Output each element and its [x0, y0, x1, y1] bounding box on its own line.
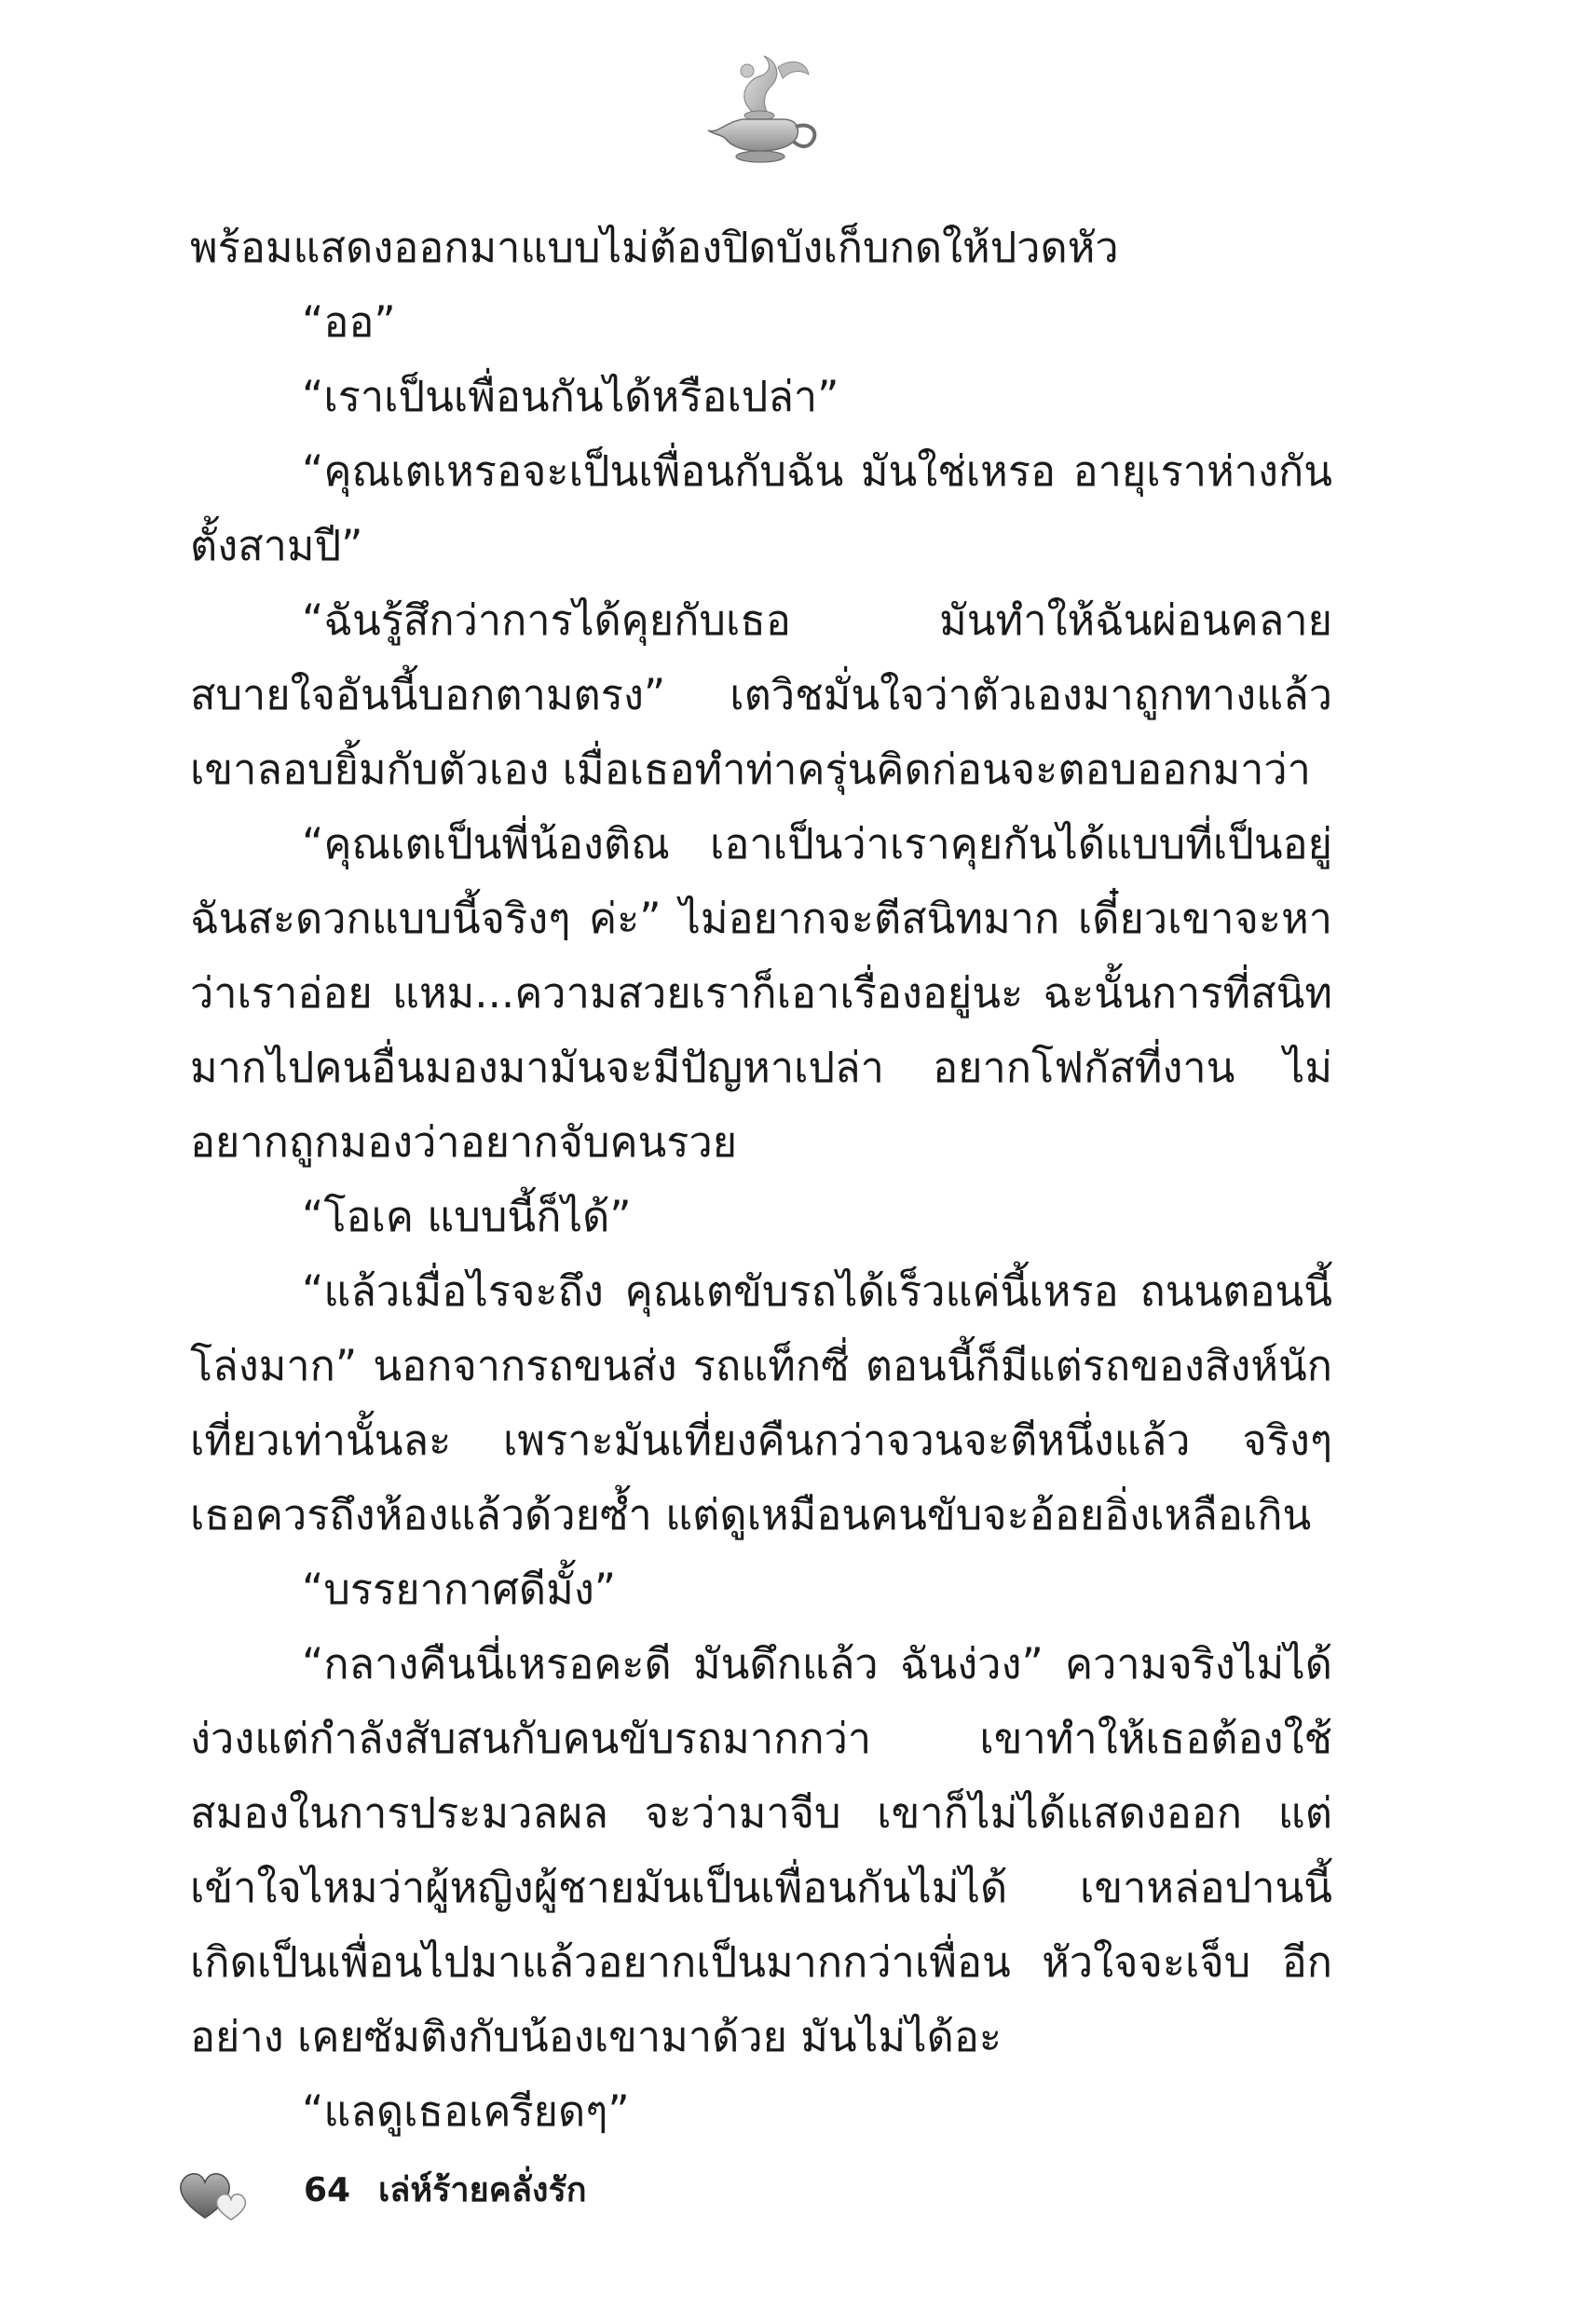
genie-lamp-icon — [689, 48, 829, 170]
paragraph: “แล้วเมื่อไรจะถึง คุณเตขับรถได้เร็วแค่นี้เหรอ ถนนตอนนี้โล่งมาก” นอกจากรถขนส่ง รถแท็กซี่ ตอนนี้ก็มีแต่รถของสิงห์นักเที่ยวเท่านั้นละ เพราะมันเที่ยงคืนกว่าจวนจะตีหนึ่งแล้ว จริงๆ เธอควรถึงห้องแล้วด้วยซ้ำ แต่ดูเหมือนคนขับจะอ้อยอิ่งเหลือเกิน — [190, 1266, 1332, 1539]
paragraph: “ฉันรู้สึกว่าการได้คุยกับเธอ มันทำให้ฉันผ่อนคลายสบายใจอันนี้บอกตามตรง” เตวิชมั่นใจว่าตัวเองมาถูกทางแล้ว เขาลอบยิ้มกับตัวเอง เมื่อเธอทำท่าครุ่นคิดก่อนจะตอบออกมาว่า — [190, 595, 1332, 794]
paragraph: “เราเป็นเพื่อนกันได้หรือเปล่า” — [302, 372, 839, 421]
paragraph: “คุณเตเป็นพี่น้องติณ เอาเป็นว่าเราคุยกันได้แบบที่เป็นอยู่ ฉันสะดวกแบบนี้จริงๆ ค่ะ” ไม่อยากจะตีสนิทมาก เดี๋ยวเขาจะหาว่าเราอ่อย แหม...ความสวยเราก็เอาเรื่องอยู่นะ ฉะนั้นการที่สนิทมากไปคนอื่นมองมามันจะมีปัญหาเปล่า อยากโฟกัสที่งาน ไม่อยากถูกมองว่าอยากจับคนรวย — [190, 819, 1332, 1167]
book-title: เล่ห์ร้ายคลั่งรัก — [378, 2171, 587, 2209]
paragraph: “บรรยากาศดีมั้ง” — [302, 1565, 617, 1614]
body-text — [190, 211, 1332, 2149]
page-footer — [173, 2160, 825, 2225]
hearts-icon — [173, 2160, 257, 2225]
paragraph: “แลดูเธอเครียดๆ” — [302, 2086, 630, 2136]
paragraph: “กลางคืนนี่เหรอคะดี มันดึกแล้ว ฉันง่วง” ความจริงไม่ได้ง่วงแต่กำลังสับสนกับคนขับรถมากกว่า เขาทำให้เธอต้องใช้สมองในการประมวลผล จะว่ามาจีบ เขาก็ไม่ได้แสดงออก แต่เข้าใจไหมว่าผู้หญิงผู้ชายมันเป็นเพื่อนกันไม่ได้ เขาหล่อปานนี้ เกิดเป็นเพื่อนไปมาแล้วอยากเป็นมากกว่าเพื่อน หัวใจจะเจ็บ อีกอย่าง เคยซัมติงกับน้องเขามาด้วย มันไม่ได้อะ — [190, 1639, 1332, 2061]
paragraph: “โอเค แบบนี้ก็ได้” — [302, 1192, 632, 1241]
page-number: 64 — [304, 2171, 351, 2209]
paragraph: “คุณเตเหรอจะเป็นเพื่อนกับฉัน มันใช่เหรอ อายุเราห่างกันตั้งสามปี” — [190, 446, 1332, 570]
paragraph: “ออ” — [302, 297, 396, 347]
paragraph: พร้อมแสดงออกมาแบบไม่ต้องปิดบังเก็บกดให้ปวดหัว — [190, 223, 1119, 272]
